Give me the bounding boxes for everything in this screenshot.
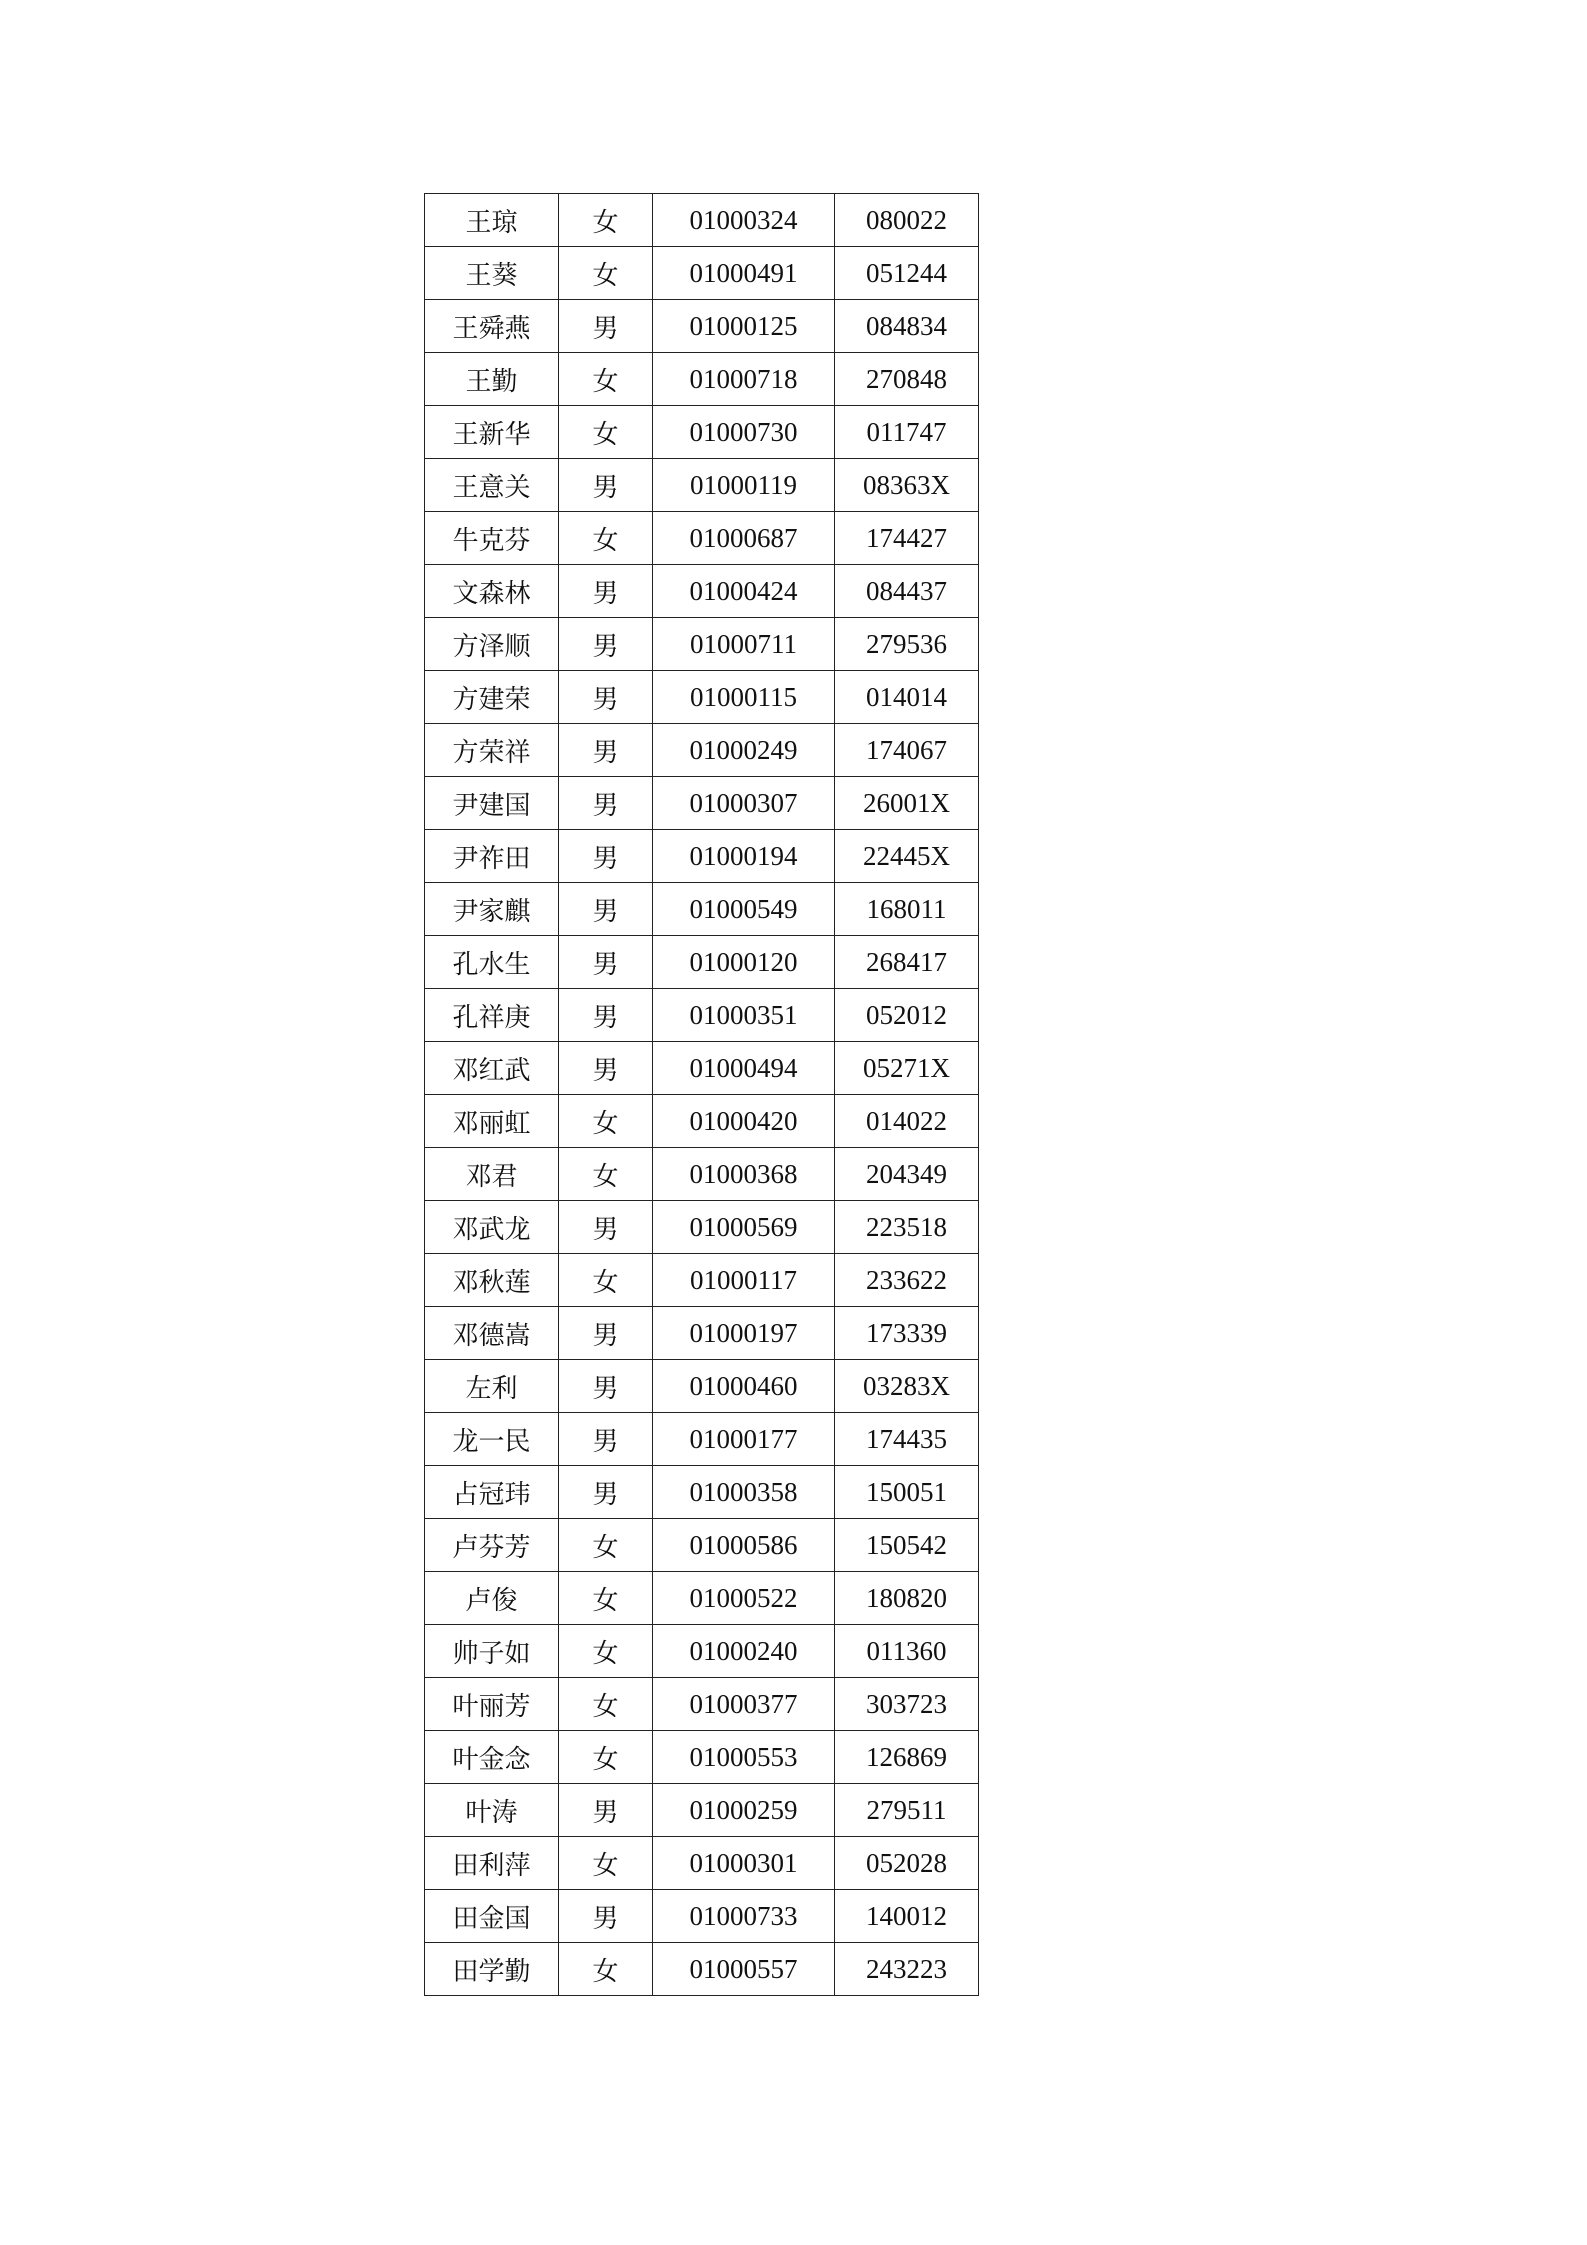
code-cell: 174427 <box>835 512 979 565</box>
code-cell: 233622 <box>835 1254 979 1307</box>
code-cell: 052012 <box>835 989 979 1042</box>
roster-table-body <box>425 194 979 1996</box>
id-number-cell: 01000730 <box>653 406 835 459</box>
gender-cell: 女 <box>559 1254 653 1307</box>
table-row <box>425 1678 979 1731</box>
gender-cell: 男 <box>559 1307 653 1360</box>
code-cell: 140012 <box>835 1890 979 1943</box>
code-cell: 26001X <box>835 777 979 830</box>
name-cell: 王葵 <box>425 247 559 300</box>
code-cell: 279536 <box>835 618 979 671</box>
code-cell: 052028 <box>835 1837 979 1890</box>
id-number-cell: 01000733 <box>653 1890 835 1943</box>
code-cell: 014022 <box>835 1095 979 1148</box>
id-number-cell: 01000324 <box>653 194 835 247</box>
name-cell: 叶涛 <box>425 1784 559 1837</box>
id-number-cell: 01000125 <box>653 300 835 353</box>
code-cell: 03283X <box>835 1360 979 1413</box>
table-row <box>425 247 979 300</box>
code-cell: 014014 <box>835 671 979 724</box>
gender-cell: 男 <box>559 459 653 512</box>
name-cell: 王新华 <box>425 406 559 459</box>
name-cell: 文森林 <box>425 565 559 618</box>
name-cell: 邓君 <box>425 1148 559 1201</box>
id-number-cell: 01000377 <box>653 1678 835 1731</box>
code-cell: 168011 <box>835 883 979 936</box>
id-number-cell: 01000197 <box>653 1307 835 1360</box>
table-row <box>425 459 979 512</box>
gender-cell: 女 <box>559 353 653 406</box>
id-number-cell: 01000351 <box>653 989 835 1042</box>
code-cell: 173339 <box>835 1307 979 1360</box>
gender-cell: 男 <box>559 1890 653 1943</box>
table-row <box>425 1254 979 1307</box>
id-number-cell: 01000117 <box>653 1254 835 1307</box>
code-cell: 011747 <box>835 406 979 459</box>
table-row <box>425 936 979 989</box>
id-number-cell: 01000460 <box>653 1360 835 1413</box>
id-number-cell: 01000120 <box>653 936 835 989</box>
table-row <box>425 1466 979 1519</box>
table-row <box>425 1148 979 1201</box>
gender-cell: 男 <box>559 936 653 989</box>
table-row <box>425 565 979 618</box>
name-cell: 叶金念 <box>425 1731 559 1784</box>
code-cell: 303723 <box>835 1678 979 1731</box>
table-row <box>425 1890 979 1943</box>
table-row <box>425 989 979 1042</box>
gender-cell: 女 <box>559 1148 653 1201</box>
table-row <box>425 1837 979 1890</box>
gender-cell: 男 <box>559 777 653 830</box>
name-cell: 卢俊 <box>425 1572 559 1625</box>
id-number-cell: 01000301 <box>653 1837 835 1890</box>
id-number-cell: 01000259 <box>653 1784 835 1837</box>
id-number-cell: 01000718 <box>653 353 835 406</box>
name-cell: 卢芬芳 <box>425 1519 559 1572</box>
table-row <box>425 1360 979 1413</box>
name-cell: 占冠玮 <box>425 1466 559 1519</box>
name-cell: 方建荣 <box>425 671 559 724</box>
code-cell: 126869 <box>835 1731 979 1784</box>
gender-cell: 女 <box>559 194 653 247</box>
table-row <box>425 1042 979 1095</box>
table-row <box>425 724 979 777</box>
name-cell: 左利 <box>425 1360 559 1413</box>
id-number-cell: 01000358 <box>653 1466 835 1519</box>
table-row <box>425 671 979 724</box>
table-row <box>425 1519 979 1572</box>
name-cell: 邓红武 <box>425 1042 559 1095</box>
name-cell: 叶丽芳 <box>425 1678 559 1731</box>
name-cell: 王勤 <box>425 353 559 406</box>
gender-cell: 女 <box>559 1731 653 1784</box>
id-number-cell: 01000368 <box>653 1148 835 1201</box>
gender-cell: 男 <box>559 830 653 883</box>
code-cell: 084437 <box>835 565 979 618</box>
table-row <box>425 777 979 830</box>
gender-cell: 男 <box>559 883 653 936</box>
code-cell: 180820 <box>835 1572 979 1625</box>
name-cell: 孔祥庚 <box>425 989 559 1042</box>
name-cell: 王舜燕 <box>425 300 559 353</box>
name-cell: 方荣祥 <box>425 724 559 777</box>
id-number-cell: 01000194 <box>653 830 835 883</box>
table-row <box>425 830 979 883</box>
id-number-cell: 01000420 <box>653 1095 835 1148</box>
id-number-cell: 01000557 <box>653 1943 835 1996</box>
gender-cell: 男 <box>559 1413 653 1466</box>
table-row <box>425 1095 979 1148</box>
gender-cell: 男 <box>559 300 653 353</box>
code-cell: 08363X <box>835 459 979 512</box>
name-cell: 田利萍 <box>425 1837 559 1890</box>
table-row <box>425 1201 979 1254</box>
table-row <box>425 1784 979 1837</box>
id-number-cell: 01000553 <box>653 1731 835 1784</box>
name-cell: 龙一民 <box>425 1413 559 1466</box>
table-row <box>425 406 979 459</box>
table-row <box>425 194 979 247</box>
code-cell: 268417 <box>835 936 979 989</box>
table-row <box>425 300 979 353</box>
gender-cell: 女 <box>559 1837 653 1890</box>
code-cell: 270848 <box>835 353 979 406</box>
gender-cell: 男 <box>559 724 653 777</box>
code-cell: 05271X <box>835 1042 979 1095</box>
code-cell: 22445X <box>835 830 979 883</box>
gender-cell: 女 <box>559 1572 653 1625</box>
id-number-cell: 01000711 <box>653 618 835 671</box>
id-number-cell: 01000549 <box>653 883 835 936</box>
table-row <box>425 512 979 565</box>
gender-cell: 女 <box>559 1943 653 1996</box>
name-cell: 帅子如 <box>425 1625 559 1678</box>
code-cell: 150542 <box>835 1519 979 1572</box>
gender-cell: 男 <box>559 1201 653 1254</box>
name-cell: 牛克芬 <box>425 512 559 565</box>
code-cell: 243223 <box>835 1943 979 1996</box>
id-number-cell: 01000240 <box>653 1625 835 1678</box>
name-cell: 尹祚田 <box>425 830 559 883</box>
name-cell: 尹家麒 <box>425 883 559 936</box>
table-row <box>425 883 979 936</box>
gender-cell: 男 <box>559 565 653 618</box>
name-cell: 邓秋莲 <box>425 1254 559 1307</box>
id-number-cell: 01000307 <box>653 777 835 830</box>
name-cell: 方泽顺 <box>425 618 559 671</box>
gender-cell: 男 <box>559 1042 653 1095</box>
name-cell: 王琼 <box>425 194 559 247</box>
id-number-cell: 01000119 <box>653 459 835 512</box>
code-cell: 011360 <box>835 1625 979 1678</box>
gender-cell: 男 <box>559 1360 653 1413</box>
gender-cell: 女 <box>559 1095 653 1148</box>
name-cell: 尹建国 <box>425 777 559 830</box>
gender-cell: 女 <box>559 1519 653 1572</box>
name-cell: 田金国 <box>425 1890 559 1943</box>
gender-cell: 男 <box>559 671 653 724</box>
id-number-cell: 01000687 <box>653 512 835 565</box>
roster-table <box>424 193 979 1996</box>
gender-cell: 男 <box>559 1466 653 1519</box>
id-number-cell: 01000115 <box>653 671 835 724</box>
id-number-cell: 01000586 <box>653 1519 835 1572</box>
id-number-cell: 01000569 <box>653 1201 835 1254</box>
id-number-cell: 01000249 <box>653 724 835 777</box>
name-cell: 王意关 <box>425 459 559 512</box>
table-row <box>425 1572 979 1625</box>
id-number-cell: 01000491 <box>653 247 835 300</box>
gender-cell: 女 <box>559 247 653 300</box>
table-row <box>425 353 979 406</box>
id-number-cell: 01000424 <box>653 565 835 618</box>
table-row <box>425 1731 979 1784</box>
code-cell: 051244 <box>835 247 979 300</box>
gender-cell: 男 <box>559 989 653 1042</box>
code-cell: 080022 <box>835 194 979 247</box>
gender-cell: 男 <box>559 618 653 671</box>
code-cell: 174435 <box>835 1413 979 1466</box>
id-number-cell: 01000494 <box>653 1042 835 1095</box>
name-cell: 孔水生 <box>425 936 559 989</box>
code-cell: 150051 <box>835 1466 979 1519</box>
code-cell: 223518 <box>835 1201 979 1254</box>
gender-cell: 女 <box>559 1678 653 1731</box>
table-row <box>425 1943 979 1996</box>
id-number-cell: 01000522 <box>653 1572 835 1625</box>
gender-cell: 男 <box>559 1784 653 1837</box>
code-cell: 204349 <box>835 1148 979 1201</box>
code-cell: 174067 <box>835 724 979 777</box>
name-cell: 邓丽虹 <box>425 1095 559 1148</box>
code-cell: 279511 <box>835 1784 979 1837</box>
name-cell: 邓武龙 <box>425 1201 559 1254</box>
gender-cell: 女 <box>559 406 653 459</box>
name-cell: 田学勤 <box>425 1943 559 1996</box>
table-row <box>425 1307 979 1360</box>
gender-cell: 女 <box>559 1625 653 1678</box>
table-row <box>425 1413 979 1466</box>
table-row <box>425 618 979 671</box>
name-cell: 邓德嵩 <box>425 1307 559 1360</box>
gender-cell: 女 <box>559 512 653 565</box>
id-number-cell: 01000177 <box>653 1413 835 1466</box>
table-row <box>425 1625 979 1678</box>
code-cell: 084834 <box>835 300 979 353</box>
